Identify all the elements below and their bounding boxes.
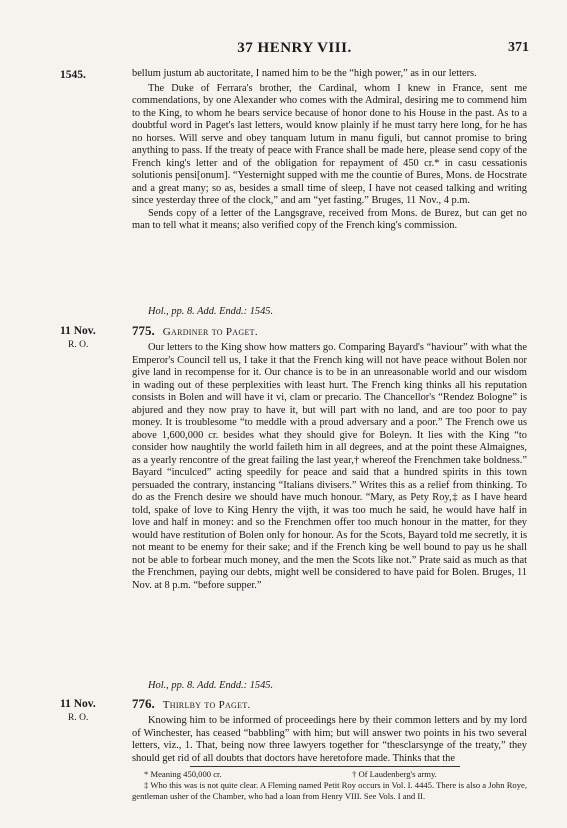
paragraph: Our letters to the King show how matters go. Comparing Bayard's “haviour” with what the Emperor's Council tell us, I take it that the French king will not have peace without Bolen nor give land in recompense for it. Our chance is to be in an unreasonable world and our wisdom in wading out of these perplexities with least hurt. The French king thinks all his reputation consists in Bolen and will have it vi, clam or precario. The Chancellor's “Rendez Bologne” is abjured and they now pray to have it, but will part with no land, and are too poor to pay money. It is troublesome “to meddle with a proud adversary and a poor.” The French owe us above 1,600,000 cr. besides what they should give for Boleyn. It lies with the King “to consider how naughtily the world faileth him in all degrees, and at the point these Almaignes, as a yearly rencontre of the great failing the last year,† whereof the Frenchmen take boldness.” Bayard “inculced” acting speedily for peace and said that a hundred spirits in this town persuaded the contrary, instancing “Italians divisers.” Writes this as a relief from thinking. To do as the French desire we should have much honour. “Mary, as Pety Roy,‡ as I have heard told, spake of love to King Henry the vijth, it was too much he said, he would have half in love and half in money: and so the Frenchmen offer too much honour in the matter, for they would have restitution of Bolen only for honour. As for the Scots, Bayard told me secretly, it is not meant to be enemy for their sake; and if the French king be well bound to pay us he shall not be able to forbear much money, and the men the Scots like not.” Prate said as much as that the Frenchmen, paying our debts, might well be considered to have paid for Bolen. Bruges, 11 Nov. at 8 p.m. “before supper.” [132,342,527,591]
page-header [60,40,529,60]
footnote: ‡ Who this was is not quite clear. A Fleming named Petit Roy occurs in Vol. I. 4445. There is also a John Roye, gentleman usher of the Chamber, who had a loan from Henry VIII. See Vols. I and II. [132,780,527,801]
entry-date: 11 Nov. [60,325,96,337]
reference-line: Hol., pp. 8. Add. Endd.: 1545. [148,680,274,691]
entry-source: R. O. [68,713,89,723]
paragraph: Knowing him to be informed of proceedings here by their common letters and by my lord of Winchester, has ceased “babbling” with him; but will answer two points in his two several letters, viz., 1. That, being now three lawyers together for “thesclarsynge of the treaty,” they should get rid of all doubts that doctors have heretofore made. Thinks that the [132,715,527,764]
entry-text [132,342,527,592]
entry-number: 775. [132,323,155,338]
page-number: 371 [508,40,529,55]
entry-source: R. O. [68,340,89,350]
continuation-text [132,68,527,233]
reference-line: Hol., pp. 8. Add. Endd.: 1545. [148,306,274,317]
entry-date: 11 Nov. [60,698,96,710]
paragraph: The Duke of Ferrara's brother, the Cardinal, whom I knew in France, sent me commendations, by one Alexander who comes with the Admiral, desiring me to commend him to the King, to whom he bears service because of honor done to his House in the past. As to a doubtful word in Paget's last letters, would know plainly if he must tarry here long, for he has no horses. Will serve and obey tanquam lutum in manu figuli, but cannot promise to bring anything to pass. If the treaty of peace with France shall be made here, please send copy of the French king's letter and of the obligation for repayment of 450 cr.* in casu cessationis solutionis pensi[onum]. “Yesternight supped with me the countie of Bures, Mons. de Hocstrate and a great many; so as, besides a small time of sleep, I have not ceased talking and writing since yesterday three of the clock,” and am “yet fasting.” Bruges, 11 Nov., 4 p.m. [132,82,527,206]
footnote: † Of Laudenberg's army. [352,769,437,779]
entry-title: Thirlby to Paget. [162,699,251,711]
paragraph: Sends copy of a letter of the Langsgrave, received from Mons. de Burez, but can get no man to tell what it means; also verified copy of the French king's commission. [132,207,527,231]
entry-title: Gardiner to Paget. [162,326,258,338]
entry-text [132,715,527,765]
footnote: * Meaning 450,000 cr. [144,769,222,779]
year-marker: 1545. [60,69,86,81]
running-title: 37 HENRY VIII. [237,40,352,56]
entry-heading [132,324,258,339]
entry-number: 776. [132,696,155,711]
entry-heading [132,697,251,712]
paragraph: bellum justum ab auctoritate, I named him to be the “high power,” as in our letters. [132,68,477,79]
footnote-rule [190,766,460,767]
